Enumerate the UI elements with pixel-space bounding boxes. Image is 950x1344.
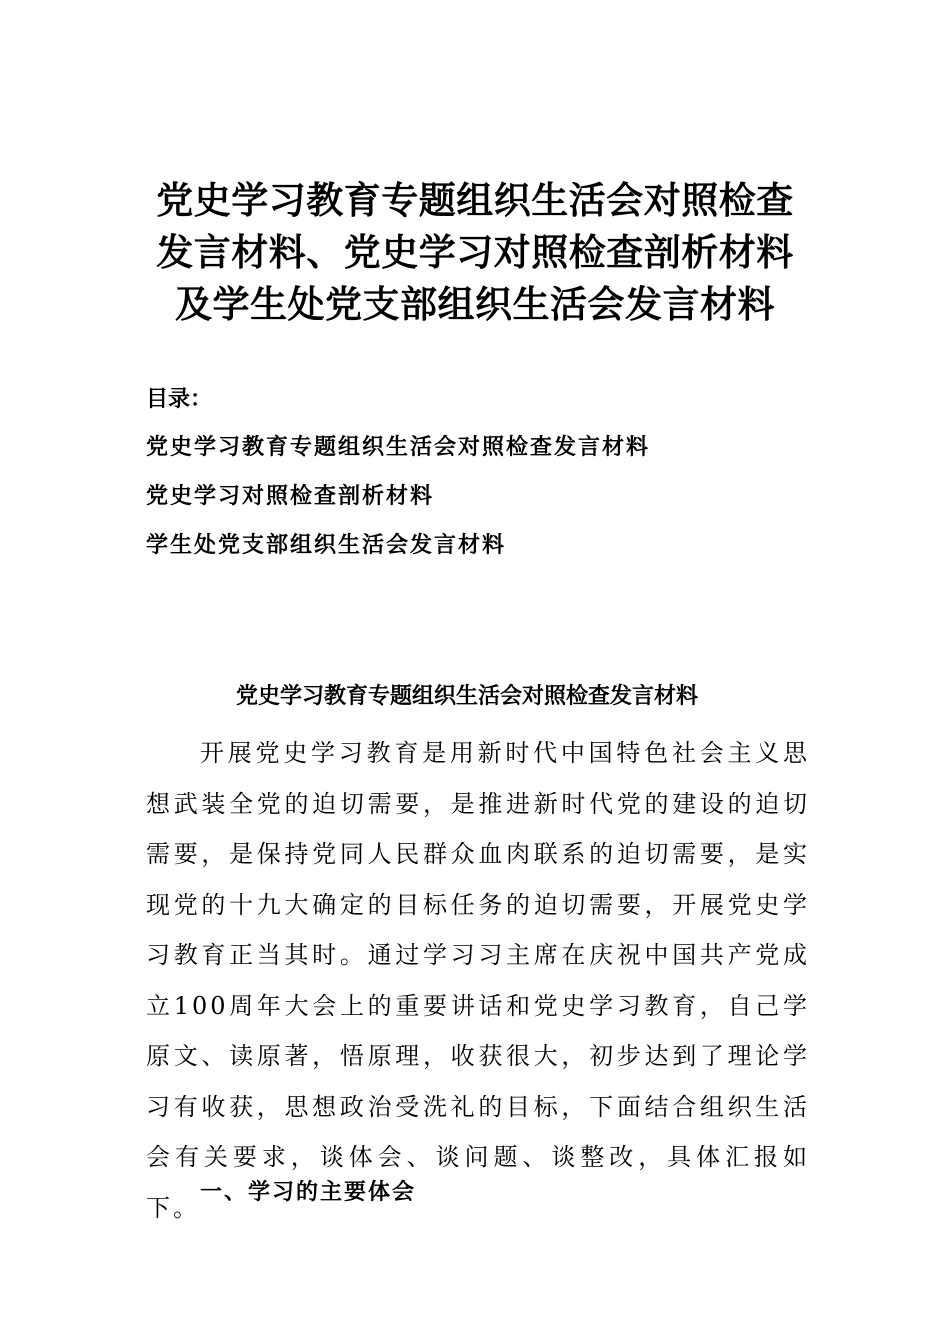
body-paragraph: 开展党史学习教育是用新时代中国特色社会主义思想武装全党的迫切需要，是推进新时代党的建设的迫切需要，是保持党同人民群众血肉联系的迫切需要，是实现党的十九大确定的目标任务的迫切需要，开展党史学习教育正当其时。通过学习习主席在庆祝中国共产党成立100周年大会上的重要讲话和党史学习教育，自己学原文、读原著，悟原理，收获很大，初步达到了理论学习有收获，思想政治受洗礼的目标，下面结合组织生活会有关要求，谈体会、谈问题、谈整改，具体汇报如下。	[146, 739, 810, 1222]
section-title: 党史学习教育专题组织生活会对照检查发言材料	[236, 684, 699, 709]
toc-heading: 目录：	[146, 387, 213, 412]
toc-item[interactable]: 党史学习对照检查剖析材料	[146, 484, 435, 509]
toc-list	[146, 433, 650, 580]
section-subheading: 一、学习的主要体会	[200, 1180, 417, 1205]
toc-item[interactable]: 学生处党支部组织生活会发言材料	[146, 533, 507, 558]
document-title: 党史学习教育专题组织生活会对照检查发言材料、党史学习对照检查剖析材料及学生处党支部组织生活会发言材料	[156, 179, 794, 326]
toc-item[interactable]: 党史学习教育专题组织生活会对照检查发言材料	[146, 435, 651, 460]
